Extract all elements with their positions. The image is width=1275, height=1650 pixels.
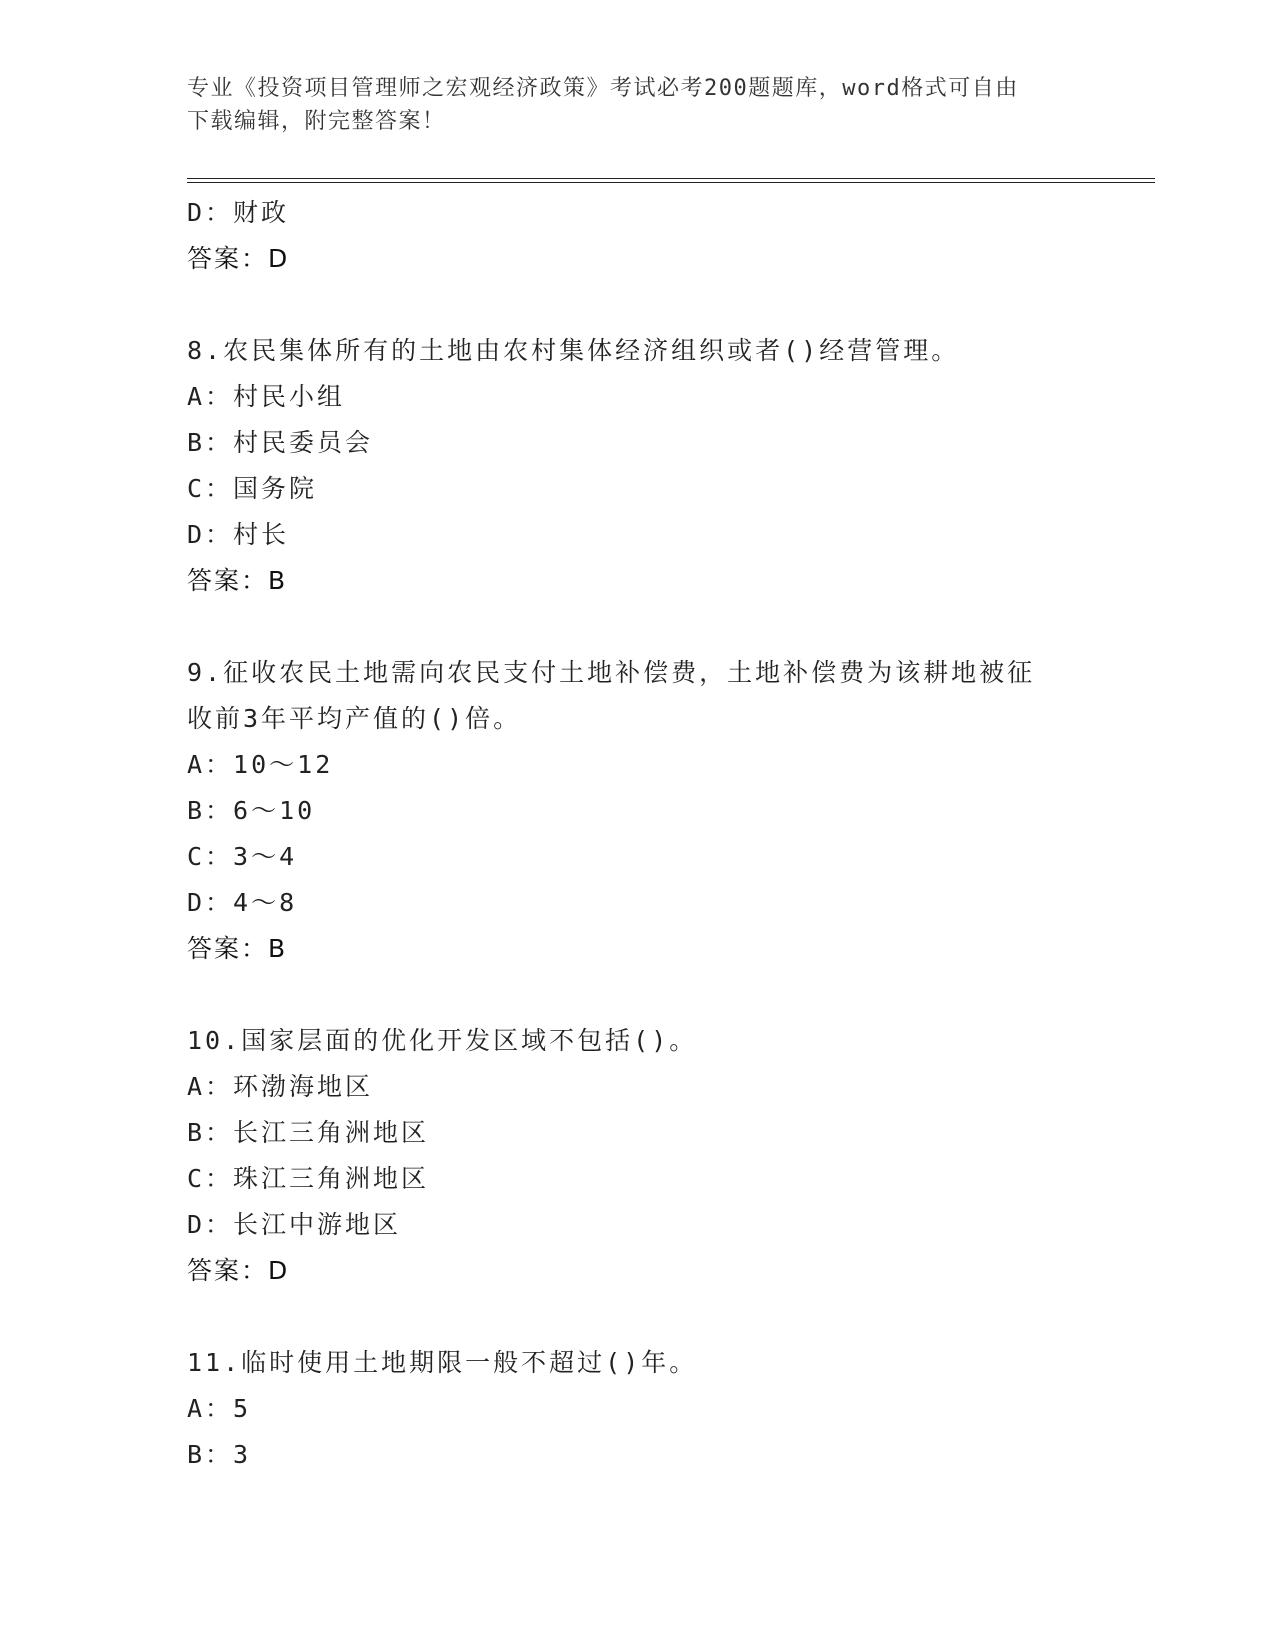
option-d: D：长江中游地区 xyxy=(187,1210,402,1239)
option-a: A：10～12 xyxy=(187,750,334,779)
option-b: B：村民委员会 xyxy=(187,428,374,457)
question-11 xyxy=(187,1340,1087,1478)
question-stem-continued: 收前3年平均产值的()倍。 xyxy=(187,704,522,733)
option-b: B：6～10 xyxy=(187,796,316,825)
header-line-2: 下载编辑，附完整答案！ xyxy=(187,109,446,134)
question-stem: 8.农民集体所有的土地由农村集体经济组织或者()经营管理。 xyxy=(187,336,960,365)
answer: 答案：B xyxy=(187,934,288,963)
question-10 xyxy=(187,1018,1087,1294)
header-divider-bottom xyxy=(187,182,1155,183)
option-c: C：珠江三角洲地区 xyxy=(187,1164,430,1193)
option-b: B：3 xyxy=(187,1440,252,1469)
option-a: A：村民小组 xyxy=(187,382,346,411)
document-header xyxy=(187,72,1087,138)
spacer xyxy=(187,972,1087,1018)
option-a: A：环渤海地区 xyxy=(187,1072,374,1101)
question-stem: 9.征收农民土地需向农民支付土地补偿费，土地补偿费为该耕地被征 xyxy=(187,658,1036,687)
answer: 答案：B xyxy=(187,566,288,595)
option-b: B：长江三角洲地区 xyxy=(187,1118,430,1147)
option-d-prev: D：财政 xyxy=(187,198,290,227)
question-stem: 11.临时使用土地期限一般不超过()年。 xyxy=(187,1348,698,1377)
option-a: A：5 xyxy=(187,1394,252,1423)
spacer xyxy=(187,604,1087,650)
header-divider-top xyxy=(187,178,1155,179)
option-c: C：国务院 xyxy=(187,474,318,503)
answer-prev: 答案：D xyxy=(187,244,290,273)
question-9 xyxy=(187,650,1087,972)
answer: 答案：D xyxy=(187,1256,290,1285)
question-8 xyxy=(187,328,1087,604)
option-c: C：3～4 xyxy=(187,842,298,871)
spacer xyxy=(187,282,1087,328)
document-body xyxy=(187,190,1087,1478)
question-stem: 10.国家层面的优化开发区域不包括()。 xyxy=(187,1026,698,1055)
option-d: D：村长 xyxy=(187,520,290,549)
header-line-1: 专业《投资项目管理师之宏观经济政策》考试必考200题题库，word格式可自由 xyxy=(187,76,1019,101)
spacer xyxy=(187,1294,1087,1340)
option-d: D：4～8 xyxy=(187,888,298,917)
